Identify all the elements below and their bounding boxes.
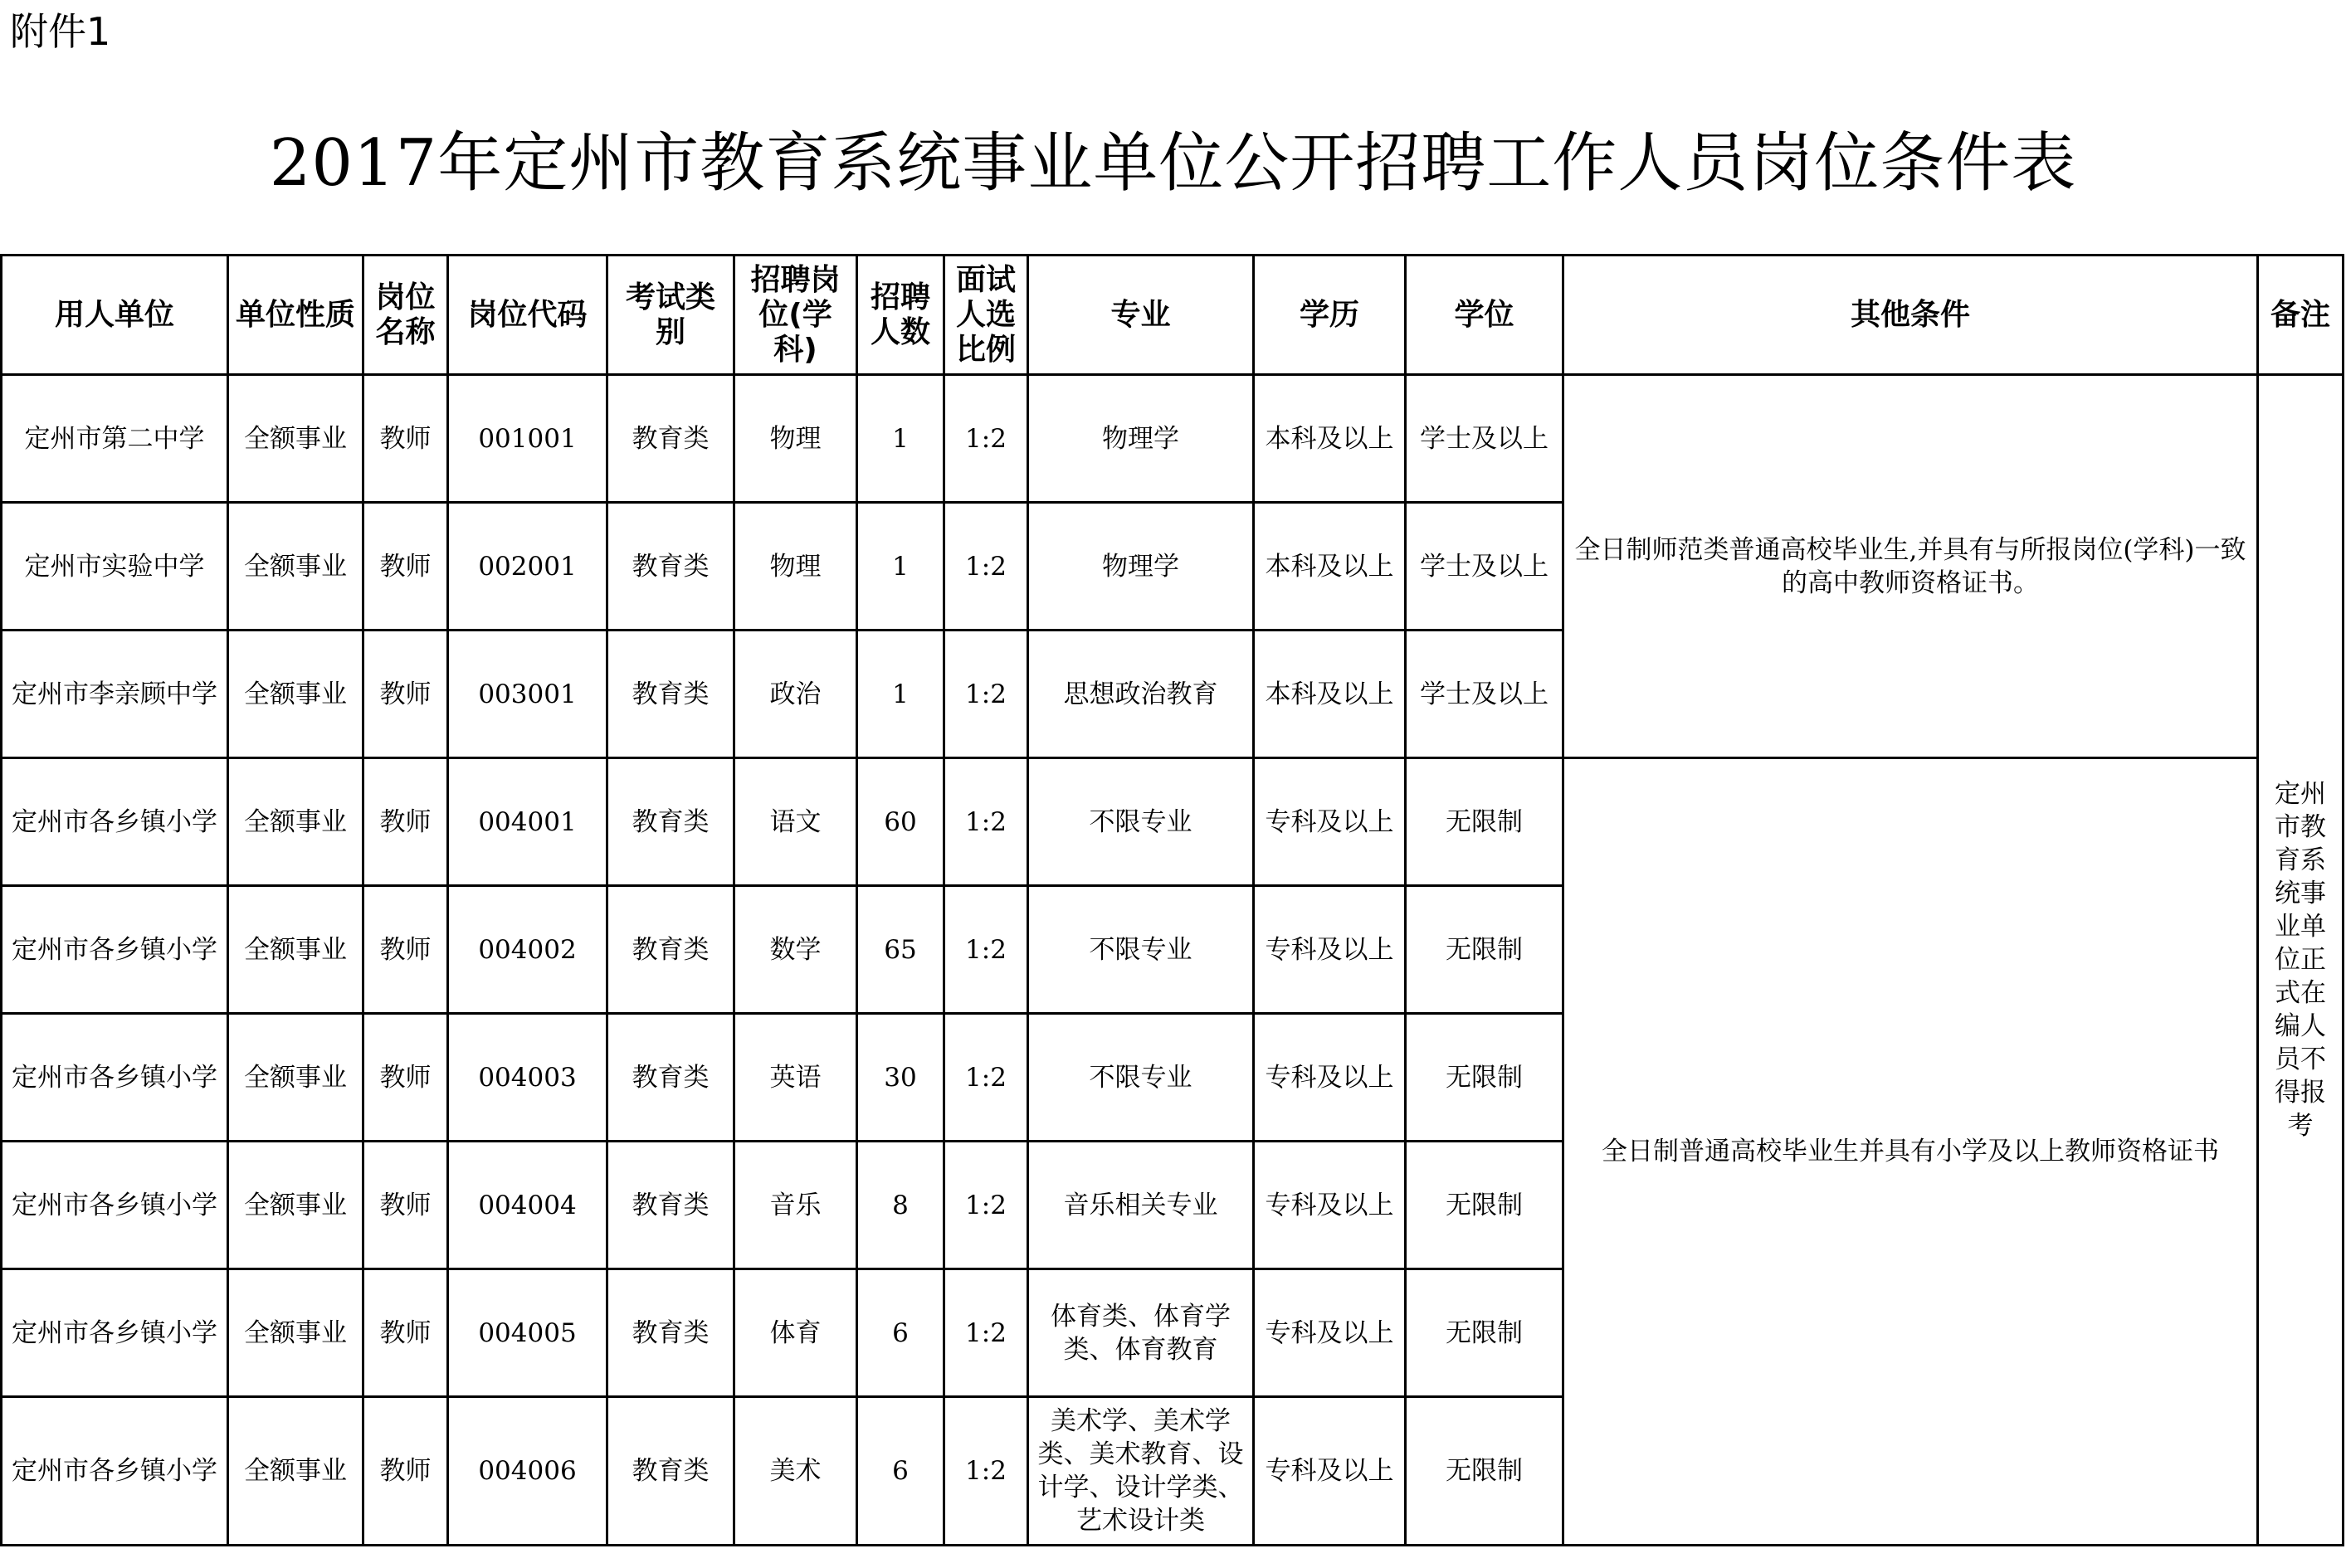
cell-education: 专科及以上 bbox=[1254, 758, 1406, 886]
cell-major: 物理学 bbox=[1028, 503, 1254, 631]
cell-post-code: 004006 bbox=[448, 1397, 607, 1546]
cell-exam-type: 教育类 bbox=[607, 1397, 734, 1546]
header-subject: 招聘岗位(学科) bbox=[734, 256, 857, 375]
cell-unit-type: 全额事业 bbox=[228, 886, 363, 1014]
cell-unit-type: 全额事业 bbox=[228, 1397, 363, 1546]
cell-degree: 无限制 bbox=[1406, 1397, 1563, 1546]
cell-subject: 英语 bbox=[734, 1014, 857, 1142]
cell-post-name: 教师 bbox=[363, 758, 448, 886]
cell-education: 本科及以上 bbox=[1254, 503, 1406, 631]
cell-post-code: 004001 bbox=[448, 758, 607, 886]
cell-degree: 学士及以上 bbox=[1406, 375, 1563, 503]
header-post-name: 岗位名称 bbox=[363, 256, 448, 375]
other-conditions-middle-school: 全日制师范类普通高校毕业生,并具有与所报岗位(学科)一致的高中教师资格证书。 bbox=[1563, 375, 2258, 758]
other-conditions-primary-school: 全日制普通高校毕业生并具有小学及以上教师资格证书 bbox=[1563, 758, 2258, 1546]
cell-education: 本科及以上 bbox=[1254, 631, 1406, 758]
cell-unit-type: 全额事业 bbox=[228, 1014, 363, 1142]
cell-unit: 定州市各乡镇小学 bbox=[2, 1269, 228, 1397]
header-major: 专业 bbox=[1028, 256, 1254, 375]
cell-ratio: 1:2 bbox=[944, 1269, 1028, 1397]
cell-ratio: 1:2 bbox=[944, 1142, 1028, 1269]
cell-education: 专科及以上 bbox=[1254, 1269, 1406, 1397]
cell-exam-type: 教育类 bbox=[607, 1014, 734, 1142]
cell-unit: 定州市各乡镇小学 bbox=[2, 1142, 228, 1269]
cell-major: 不限专业 bbox=[1028, 1014, 1254, 1142]
cell-subject: 美术 bbox=[734, 1397, 857, 1546]
header-ratio: 面试人选比例 bbox=[944, 256, 1028, 375]
table-row bbox=[2, 758, 2344, 886]
cell-degree: 无限制 bbox=[1406, 758, 1563, 886]
header-degree: 学位 bbox=[1406, 256, 1563, 375]
header-row bbox=[2, 256, 2344, 375]
cell-count: 8 bbox=[857, 1142, 944, 1269]
cell-degree: 无限制 bbox=[1406, 886, 1563, 1014]
cell-unit-type: 全额事业 bbox=[228, 631, 363, 758]
cell-count: 1 bbox=[857, 631, 944, 758]
header-other-conditions: 其他条件 bbox=[1563, 256, 2258, 375]
cell-unit: 定州市第二中学 bbox=[2, 375, 228, 503]
cell-ratio: 1:2 bbox=[944, 758, 1028, 886]
cell-subject: 政治 bbox=[734, 631, 857, 758]
cell-education: 专科及以上 bbox=[1254, 1397, 1406, 1546]
cell-ratio: 1:2 bbox=[944, 1014, 1028, 1142]
cell-exam-type: 教育类 bbox=[607, 503, 734, 631]
cell-degree: 学士及以上 bbox=[1406, 631, 1563, 758]
cell-exam-type: 教育类 bbox=[607, 886, 734, 1014]
page-title: 2017年定州市教育系统事业单位公开招聘工作人员岗位条件表 bbox=[269, 126, 2077, 201]
cell-education: 专科及以上 bbox=[1254, 1142, 1406, 1269]
cell-count: 6 bbox=[857, 1397, 944, 1546]
cell-count: 30 bbox=[857, 1014, 944, 1142]
cell-ratio: 1:2 bbox=[944, 1397, 1028, 1546]
cell-count: 65 bbox=[857, 886, 944, 1014]
cell-post-code: 004005 bbox=[448, 1269, 607, 1397]
cell-subject: 体育 bbox=[734, 1269, 857, 1397]
cell-degree: 无限制 bbox=[1406, 1269, 1563, 1397]
cell-post-name: 教师 bbox=[363, 1269, 448, 1397]
cell-degree: 无限制 bbox=[1406, 1142, 1563, 1269]
cell-major: 音乐相关专业 bbox=[1028, 1142, 1254, 1269]
cell-count: 1 bbox=[857, 375, 944, 503]
cell-post-name: 教师 bbox=[363, 375, 448, 503]
cell-ratio: 1:2 bbox=[944, 375, 1028, 503]
cell-count: 60 bbox=[857, 758, 944, 886]
cell-count: 6 bbox=[857, 1269, 944, 1397]
cell-exam-type: 教育类 bbox=[607, 375, 734, 503]
cell-education: 本科及以上 bbox=[1254, 375, 1406, 503]
header-education: 学历 bbox=[1254, 256, 1406, 375]
cell-major: 思想政治教育 bbox=[1028, 631, 1254, 758]
cell-degree: 无限制 bbox=[1406, 1014, 1563, 1142]
cell-unit-type: 全额事业 bbox=[228, 503, 363, 631]
cell-post-code: 004003 bbox=[448, 1014, 607, 1142]
remark-cell: 定州市教育系统事业单位正式在编人员不得报考 bbox=[2258, 375, 2344, 1546]
attachment-label: 附件1 bbox=[10, 9, 111, 54]
header-count: 招聘人数 bbox=[857, 256, 944, 375]
cell-post-code: 004002 bbox=[448, 886, 607, 1014]
cell-unit-type: 全额事业 bbox=[228, 758, 363, 886]
header-remark: 备注 bbox=[2258, 256, 2344, 375]
cell-major: 不限专业 bbox=[1028, 886, 1254, 1014]
cell-post-code: 001001 bbox=[448, 375, 607, 503]
cell-post-code: 004004 bbox=[448, 1142, 607, 1269]
cell-education: 专科及以上 bbox=[1254, 886, 1406, 1014]
cell-subject: 物理 bbox=[734, 503, 857, 631]
cell-subject: 语文 bbox=[734, 758, 857, 886]
cell-exam-type: 教育类 bbox=[607, 1142, 734, 1269]
cell-education: 专科及以上 bbox=[1254, 1014, 1406, 1142]
cell-major: 物理学 bbox=[1028, 375, 1254, 503]
cell-count: 1 bbox=[857, 503, 944, 631]
cell-unit: 定州市各乡镇小学 bbox=[2, 1014, 228, 1142]
header-unit-type: 单位性质 bbox=[228, 256, 363, 375]
cell-post-name: 教师 bbox=[363, 1014, 448, 1142]
cell-unit: 定州市各乡镇小学 bbox=[2, 758, 228, 886]
cell-post-code: 003001 bbox=[448, 631, 607, 758]
cell-unit-type: 全额事业 bbox=[228, 375, 363, 503]
cell-post-name: 教师 bbox=[363, 1142, 448, 1269]
cell-major: 美术学、美术学类、美术教育、设计学、设计学类、艺术设计类 bbox=[1028, 1397, 1254, 1546]
cell-exam-type: 教育类 bbox=[607, 631, 734, 758]
cell-exam-type: 教育类 bbox=[607, 758, 734, 886]
cell-unit-type: 全额事业 bbox=[228, 1269, 363, 1397]
cell-exam-type: 教育类 bbox=[607, 1269, 734, 1397]
cell-subject: 音乐 bbox=[734, 1142, 857, 1269]
cell-unit: 定州市实验中学 bbox=[2, 503, 228, 631]
cell-post-code: 002001 bbox=[448, 503, 607, 631]
cell-subject: 数学 bbox=[734, 886, 857, 1014]
cell-unit: 定州市各乡镇小学 bbox=[2, 1397, 228, 1546]
cell-post-name: 教师 bbox=[363, 886, 448, 1014]
cell-major: 不限专业 bbox=[1028, 758, 1254, 886]
cell-post-name: 教师 bbox=[363, 503, 448, 631]
cell-degree: 学士及以上 bbox=[1406, 503, 1563, 631]
cell-ratio: 1:2 bbox=[944, 886, 1028, 1014]
header-exam-type: 考试类别 bbox=[607, 256, 734, 375]
recruitment-table bbox=[0, 254, 2344, 1546]
cell-unit: 定州市李亲顾中学 bbox=[2, 631, 228, 758]
cell-ratio: 1:2 bbox=[944, 503, 1028, 631]
header-unit: 用人单位 bbox=[2, 256, 228, 375]
cell-subject: 物理 bbox=[734, 375, 857, 503]
cell-post-name: 教师 bbox=[363, 631, 448, 758]
cell-unit-type: 全额事业 bbox=[228, 1142, 363, 1269]
cell-ratio: 1:2 bbox=[944, 631, 1028, 758]
cell-major: 体育类、体育学类、体育教育 bbox=[1028, 1269, 1254, 1397]
header-post-code: 岗位代码 bbox=[448, 256, 607, 375]
cell-post-name: 教师 bbox=[363, 1397, 448, 1546]
cell-unit: 定州市各乡镇小学 bbox=[2, 886, 228, 1014]
table-row bbox=[2, 375, 2344, 503]
